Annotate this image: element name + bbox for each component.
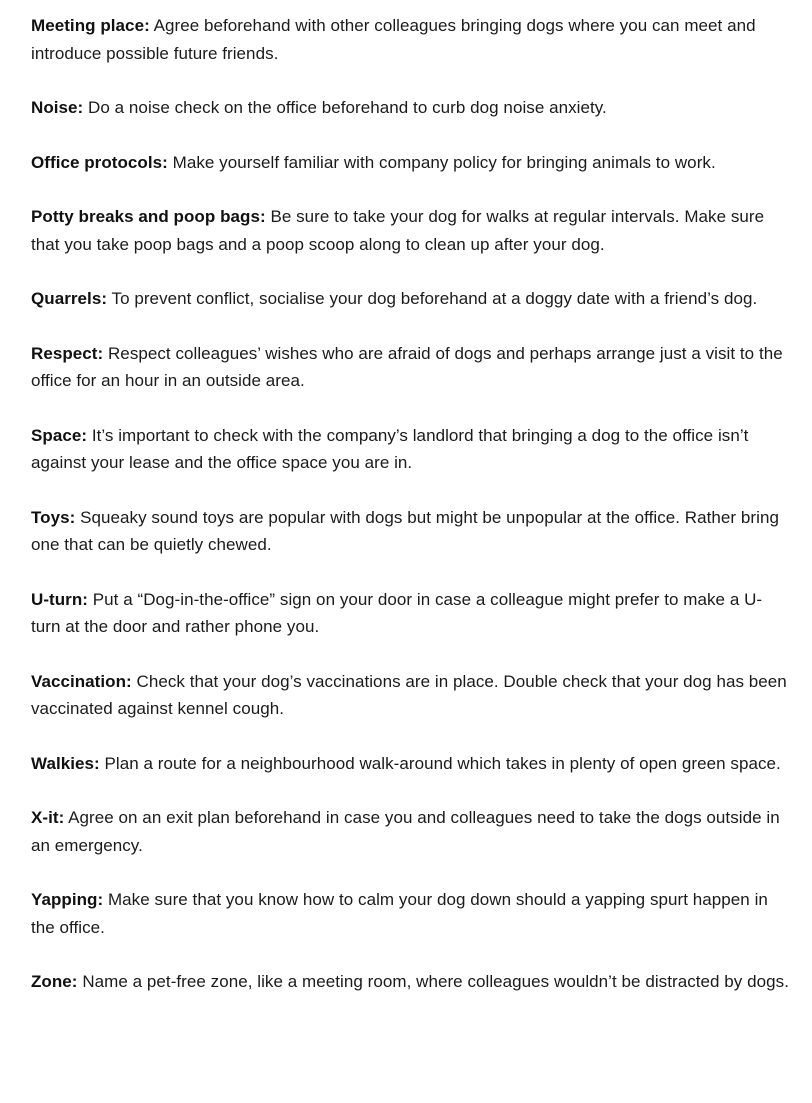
entry-text: Squeaky sound toys are popular with dogs but might be unpopular at the office. Rather bring one that can be quietly chewed. xyxy=(31,507,779,554)
entry-text: Make sure that you know how to calm your dog down should a yapping spurt happen in the office. xyxy=(31,890,768,937)
entry-vaccination xyxy=(31,668,791,723)
entry-term: X-it: xyxy=(31,808,65,827)
entry-quarrels xyxy=(31,285,791,313)
entry-term: Yapping: xyxy=(31,890,104,909)
entry-term: Walkies: xyxy=(31,753,100,773)
entry-term: Meeting place: xyxy=(31,16,150,35)
entry-term: Quarrels: xyxy=(31,289,108,308)
entry-term: Potty breaks and poop bags: xyxy=(31,207,266,226)
entry-x-it xyxy=(31,804,791,859)
entry-term: U-turn: xyxy=(31,589,88,609)
entry-text: Make yourself familiar with company policy for bringing animals to work. xyxy=(172,152,716,172)
entry-walkies xyxy=(31,750,791,778)
entry-term: Noise: xyxy=(31,98,84,117)
entry-text: Respect colleagues’ wishes who are afraid of dogs and perhaps arrange just a visit to the office for an hour in an outside area. xyxy=(31,343,783,390)
entry-zone xyxy=(31,968,791,996)
entry-u-turn xyxy=(31,586,791,641)
entry-text: Do a noise check on the office beforehand to curb dog noise anxiety. xyxy=(88,98,607,117)
entry-respect xyxy=(31,340,791,395)
entry-toys xyxy=(31,504,791,559)
entry-text: Be sure to take your dog for walks at regular intervals. Make sure that you take poop bags and a poop scoop along to clean up after your dog. xyxy=(31,207,765,254)
entry-office-protocols xyxy=(31,149,791,177)
entry-text: To prevent conflict, socialise your dog beforehand at a doggy date with a friend’s dog. xyxy=(111,289,758,308)
entry-term: Office protocols: xyxy=(31,152,168,172)
entry-space xyxy=(31,422,791,477)
entry-noise xyxy=(31,94,791,122)
entry-text: Name a pet-free zone, like a meeting room, where colleagues wouldn’t be distracted by dogs. xyxy=(82,972,789,991)
entry-term: Respect: xyxy=(31,343,104,363)
entry-text: Check that your dog’s vaccinations are in place. Double check that your dog has been vaccinated against kennel cough. xyxy=(31,671,787,718)
entry-term: Toys: xyxy=(31,507,76,527)
entry-term: Vaccination: xyxy=(31,671,132,691)
entry-text: Plan a route for a neighbourhood walk-around which takes in plenty of open green space. xyxy=(104,753,781,773)
entry-yapping xyxy=(31,886,791,941)
entry-text: Put a “Dog-in-the-office” sign on your door in case a colleague might prefer to make a U-turn at the door and rather phone you. xyxy=(31,589,763,636)
article-body xyxy=(31,12,791,1023)
entry-meeting-place xyxy=(31,12,791,67)
entry-text: It’s important to check with the company’s landlord that bringing a dog to the office isn’t against your lease and the office space you are in. xyxy=(31,425,749,472)
entry-potty-breaks xyxy=(31,203,791,258)
entry-term: Zone: xyxy=(31,972,78,991)
entry-term: Space: xyxy=(31,425,88,445)
entry-text: Agree on an exit plan beforehand in case you and colleagues need to take the dogs outside in an emergency. xyxy=(31,808,780,855)
entry-text: Agree beforehand with other colleagues bringing dogs where you can meet and introduce possible future friends. xyxy=(31,16,756,63)
